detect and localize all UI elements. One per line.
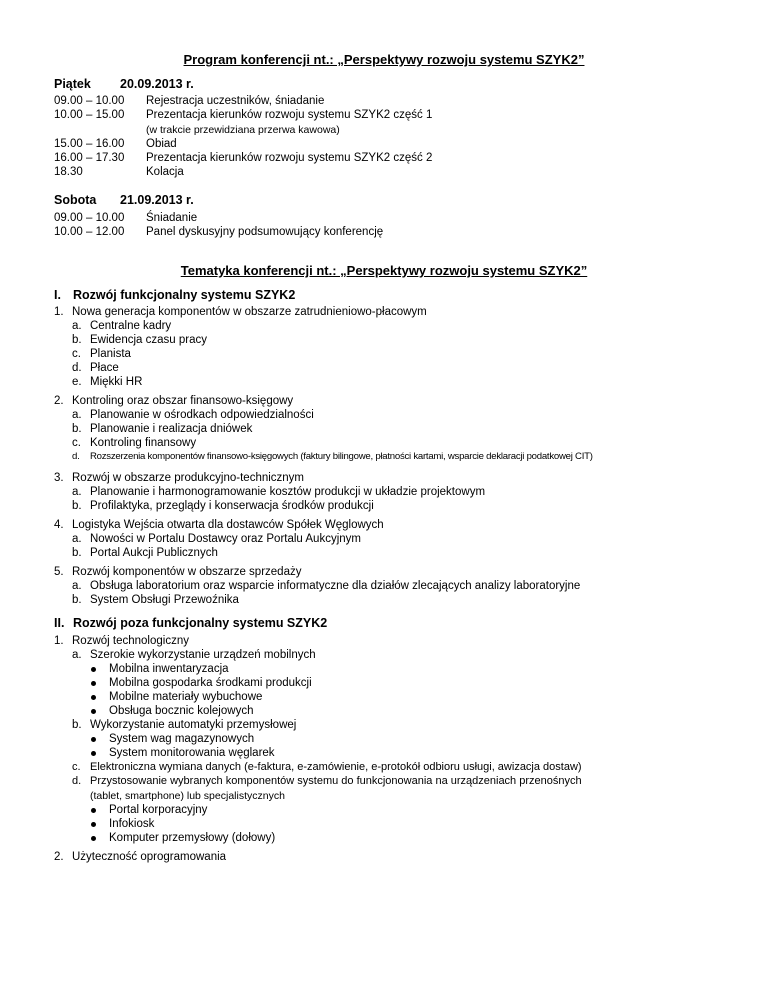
sub-item (72, 546, 218, 560)
schedule-time: 10.00 – 15.00 (54, 109, 125, 121)
sub-text: Szerokie wykorzystanie urządzeń mobilnych (90, 649, 316, 661)
sub-item (72, 361, 119, 375)
sub-item (72, 485, 485, 499)
bullet-icon (91, 737, 96, 742)
sub-letter: a. (72, 486, 82, 498)
day-header-saturday (54, 193, 194, 207)
list-item (54, 305, 427, 319)
bullet-icon (91, 836, 96, 841)
list-item (54, 850, 226, 864)
sub-text: Elektroniczna wymiana danych (e-faktura, e-zamówienie, e-protokół odbioru usługi, awizacja dostaw) (90, 761, 582, 773)
schedule-text: Prezentacja kierunków rozwoju systemu SZYK2 część 2 (146, 152, 433, 164)
item-number: 2. (54, 851, 64, 863)
section-title: Rozwój funkcjonalny systemu SZYK2 (73, 288, 296, 302)
sub-text: Przystosowanie wybranych komponentów systemu do funkcjonowania na urządzeniach przenośnych (90, 775, 582, 787)
day-name: Sobota (54, 193, 97, 207)
bullet-icon (91, 695, 96, 700)
bullet-item: Infokiosk (109, 818, 155, 830)
schedule-time: 09.00 – 10.00 (54, 95, 125, 107)
bullet-item: System wag magazynowych (109, 733, 255, 745)
schedule-text: Kolacja (146, 166, 184, 178)
sub-letter: b. (72, 334, 82, 346)
item-number: 5. (54, 566, 64, 578)
sub-item (72, 422, 252, 436)
sub-text: Kontroling finansowy (90, 437, 197, 449)
schedule-row (54, 94, 324, 108)
item-number: 1. (54, 306, 64, 318)
sub-item-continuation: (tablet, smartphone) lub specjalistycznych (90, 790, 285, 802)
schedule-text: Obiad (146, 138, 177, 150)
day-name: Piątek (54, 77, 91, 91)
sub-item (72, 333, 207, 347)
item-text: Logistyka Wejścia otwarta dla dostawców Spółek Węglowych (72, 519, 384, 531)
bullet-icon (91, 709, 96, 714)
sub-item (72, 408, 314, 422)
sub-item (72, 579, 580, 593)
bullet-item: System monitorowania węglarek (109, 747, 275, 759)
item-text: Rozwój technologiczny (72, 635, 189, 647)
sub-letter: a. (72, 320, 82, 332)
bullet-item: Mobilne materiały wybuchowe (109, 691, 263, 703)
schedule-text: Rejestracja uczestników, śniadanie (146, 95, 325, 107)
item-text: Kontroling oraz obszar finansowo-księgowy (72, 395, 294, 407)
sub-text: Profilaktyka, przeglądy i konserwacja środków produkcji (90, 500, 374, 512)
schedule-row (54, 108, 432, 122)
section-heading (54, 288, 295, 302)
sub-text: Planista (90, 348, 131, 360)
sub-letter: b. (72, 719, 82, 731)
sub-item (72, 375, 142, 389)
schedule-row (54, 165, 184, 179)
sub-text: Planowanie i harmonogramowanie kosztów produkcji w układzie projektowym (90, 486, 486, 498)
list-item (54, 394, 293, 408)
sub-text: Obsługa laboratorium oraz wsparcie informatyczne dla działów zlecających analizy laboratoryjne (90, 580, 581, 592)
program-title: Program konferencji nt.: „Perspektywy rozwoju systemu SZYK2” (183, 52, 585, 67)
item-number: 3. (54, 472, 64, 484)
sub-item (72, 436, 196, 450)
schedule-time: 15.00 – 16.00 (54, 138, 125, 150)
sub-item (72, 532, 361, 546)
sub-item (72, 499, 374, 513)
sub-letter: b. (72, 594, 82, 606)
sub-letter: a. (72, 533, 82, 545)
bullet-item: Komputer przemysłowy (dołowy) (109, 832, 276, 844)
section-title: Rozwój poza funkcjonalny systemu SZYK2 (73, 616, 328, 630)
item-text: Rozwój komponentów w obszarze sprzedaży (72, 566, 302, 578)
section-number: I. (54, 288, 61, 302)
sub-item (72, 718, 296, 732)
schedule-time: 16.00 – 17.30 (54, 152, 125, 164)
item-text: Użyteczność oprogramowania (72, 851, 227, 863)
schedule-time: 10.00 – 12.00 (54, 226, 125, 238)
bullet-item: Mobilna inwentaryzacja (109, 663, 229, 675)
sub-text: Ewidencja czasu pracy (90, 334, 207, 346)
sub-letter: c. (72, 437, 81, 449)
bullet-icon (91, 822, 96, 827)
item-number: 1. (54, 635, 64, 647)
schedule-text: (w trakcie przewidziana przerwa kawowa) (146, 124, 340, 136)
item-number: 4. (54, 519, 64, 531)
section-number: II. (54, 616, 65, 630)
schedule-row (54, 225, 383, 239)
sub-letter: a. (72, 580, 82, 592)
item-text: Nowa generacja komponentów w obszarze zatrudnieniowo-płacowym (72, 306, 427, 318)
sub-text: Nowości w Portalu Dostawcy oraz Portalu Aukcyjnym (90, 533, 361, 545)
sub-letter: d. (72, 451, 80, 462)
item-number: 2. (54, 395, 64, 407)
sub-text: Portal Aukcji Publicznych (90, 547, 218, 559)
bullet-item: Obsługa bocznic kolejowych (109, 705, 254, 717)
sub-letter: b. (72, 423, 82, 435)
sub-letter: e. (72, 376, 82, 388)
sub-text: Wykorzystanie automatyki przemysłowej (90, 719, 297, 731)
sub-letter: b. (72, 547, 82, 559)
sub-text: System Obsługi Przewoźnika (90, 594, 239, 606)
day-header-friday (54, 77, 194, 91)
day-date: 21.09.2013 r. (120, 193, 194, 207)
schedule-text: Prezentacja kierunków rozwoju systemu SZYK2 część 1 (146, 109, 433, 121)
sub-text: Rozszerzenia komponentów finansowo-księgowych (faktury bilingowe, płatności kartami, wsparcie deklaracji podatkowej CIT) (90, 451, 593, 462)
bullet-item: Portal korporacyjny (109, 804, 208, 816)
day-date: 20.09.2013 r. (120, 77, 194, 91)
list-item (54, 565, 301, 579)
sub-letter: d. (72, 775, 82, 787)
sub-letter: b. (72, 500, 82, 512)
schedule-row (54, 151, 432, 165)
bullet-icon (91, 751, 96, 756)
sub-letter: c. (72, 761, 81, 773)
sub-text: Planowanie i realizacja dniówek (90, 423, 253, 435)
sub-item (72, 774, 582, 788)
sub-item (72, 450, 593, 464)
sub-letter: a. (72, 649, 82, 661)
bullet-icon (91, 808, 96, 813)
schedule-text: Śniadanie (146, 212, 198, 224)
schedule-text: Panel dyskusyjny podsumowujący konferencję (146, 226, 384, 238)
schedule-row (54, 137, 177, 151)
sub-item (72, 593, 239, 607)
sub-text: Płace (90, 362, 119, 374)
section-heading (54, 616, 327, 630)
list-item (54, 471, 304, 485)
topics-title: Tematyka konferencji nt.: „Perspektywy rozwoju systemu SZYK2” (180, 263, 588, 278)
schedule-time: 09.00 – 10.00 (54, 212, 125, 224)
sub-letter: a. (72, 409, 82, 421)
schedule-time: 18.30 (54, 166, 83, 178)
sub-text: Centralne kadry (90, 320, 172, 332)
sub-item (72, 347, 131, 361)
bullet-icon (91, 667, 96, 672)
sub-text: Miękki HR (90, 376, 143, 388)
schedule-row (54, 123, 340, 137)
list-item (54, 518, 384, 532)
bullet-icon (91, 681, 96, 686)
sub-letter: d. (72, 362, 82, 374)
bullet-item: Mobilna gospodarka środkami produkcji (109, 677, 312, 689)
list-item (54, 634, 189, 648)
sub-item (72, 648, 316, 662)
sub-letter: c. (72, 348, 81, 360)
schedule-row (54, 211, 197, 225)
item-text: Rozwój w obszarze produkcyjno-technicznym (72, 472, 305, 484)
sub-item (72, 319, 171, 333)
sub-item (72, 760, 582, 774)
sub-text: Planowanie w ośrodkach odpowiedzialności (90, 409, 314, 421)
